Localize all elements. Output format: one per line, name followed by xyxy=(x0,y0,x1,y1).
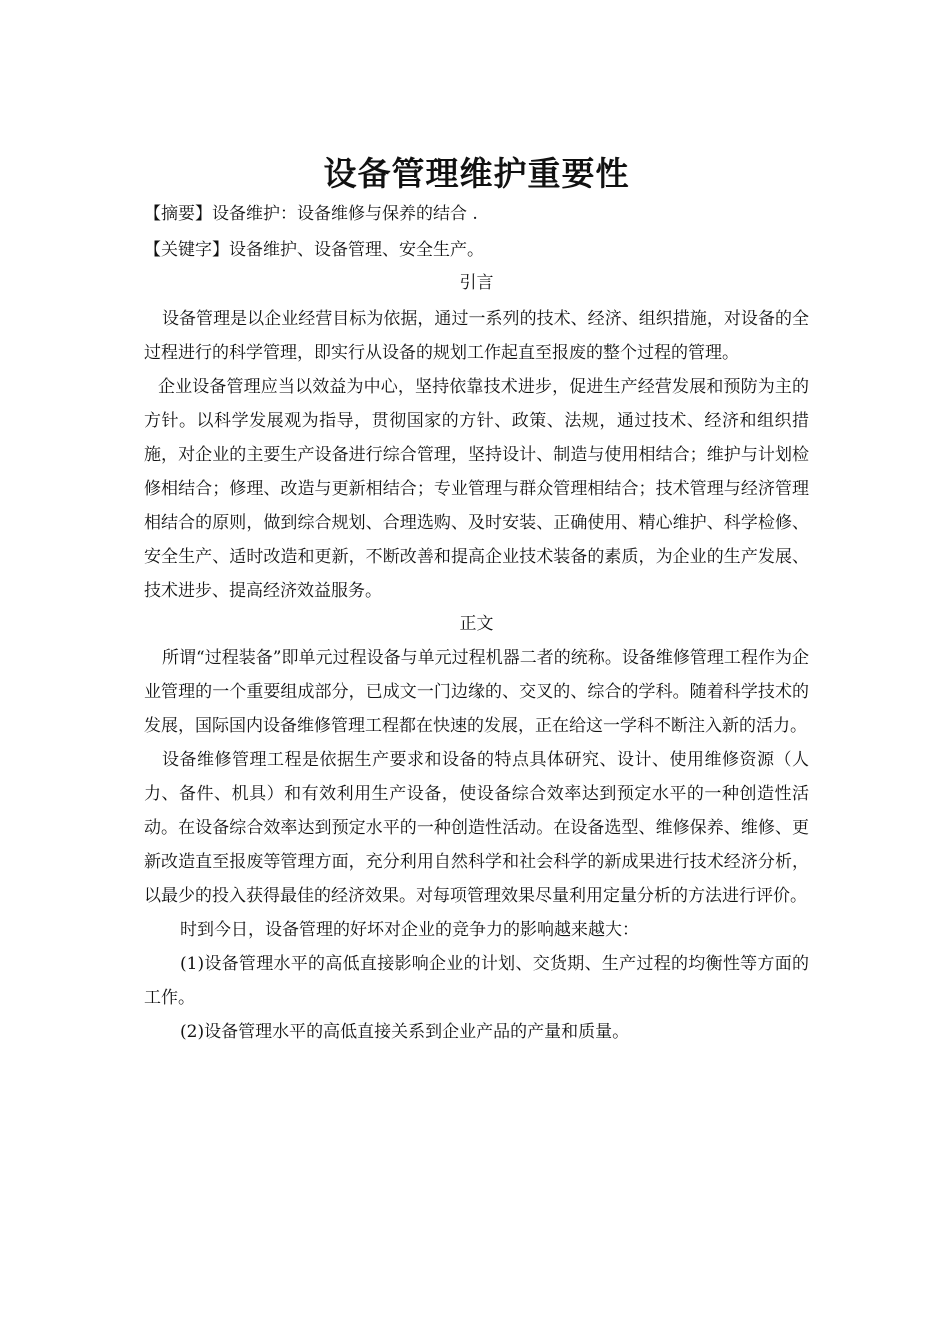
main-paragraph-2: 设备维修管理工程是依据生产要求和设备的特点具体研究、设计、使用维修资源（人力、备件、机具）和有效利用生产设备，使设备综合效率达到预定水平的一种创造性活动。在设备综合效率达到预定水平的一种创造性活动。在设备选型、维修保养、维修、更新改造直至报废等管理方面，充分利用自然科学和社会科学的新成果进行技术经济分析，以最少的投入获得最佳的经济效果。对每项管理效果尽量利用定量分析的方法进行评价。 xyxy=(144,750,809,906)
list-item-1: (1)设备管理水平的高低直接影响企业的计划、交货期、生产过程的均衡性等方面的工作。 xyxy=(144,954,809,1008)
section-heading-main-text: 正文 xyxy=(459,614,494,634)
keywords-line: 【关键字】设备维护、设备管理、安全生产。 xyxy=(144,240,484,260)
document-title: 设备管理维护重要性 xyxy=(323,154,630,193)
list-item-2: (2)设备管理水平的高低直接关系到企业产品的产量和质量。 xyxy=(180,1022,630,1042)
document-body xyxy=(144,150,809,1049)
section-heading-introduction: 引言 xyxy=(459,273,494,293)
main-paragraph-1: 所谓“过程装备”即单元过程设备与单元过程机器二者的统称。设备维修管理工程作为企业管理的一个重要组成部分，已成文一门边缘的、交叉的、综合的学科。随着科学技术的发展，国际国内设备维修管理工程都在快速的发展，正在给这一学科不断注入新的活力。 xyxy=(144,648,809,736)
intro-paragraph-2: 企业设备管理应当以效益为中心，坚持依靠技术进步，促进生产经营发展和预防为主的方针。以科学发展观为指导，贯彻国家的方针、政策、法规，通过技术、经济和组织措施，对企业的主要生产设备进行综合管理，坚持设计、制造与使用相结合；维护与计划检修相结合；修理、改造与更新相结合；专业管理与群众管理相结合；技术管理与经济管理相结合的原则，做到综合规划、合理选购、及时安装、正确使用、精心维护、科学检修、安全生产、适时改造和更新，不断改善和提高企业技术装备的素质，为企业的生产发展、技术进步、提高经济效益服务。 xyxy=(144,377,809,601)
intro-paragraph-1: 设备管理是以企业经营目标为依据，通过一系列的技术、经济、组织措施，对设备的全过程进行的科学管理，即实行从设备的规划工作起直至报废的整个过程的管理。 xyxy=(144,309,809,363)
main-paragraph-3: 时到今日，设备管理的好坏对企业的竞争力的影响越来越大： xyxy=(180,920,639,940)
abstract-line: 【摘要】设备维护：设备维修与保养的结合 . xyxy=(144,204,478,224)
